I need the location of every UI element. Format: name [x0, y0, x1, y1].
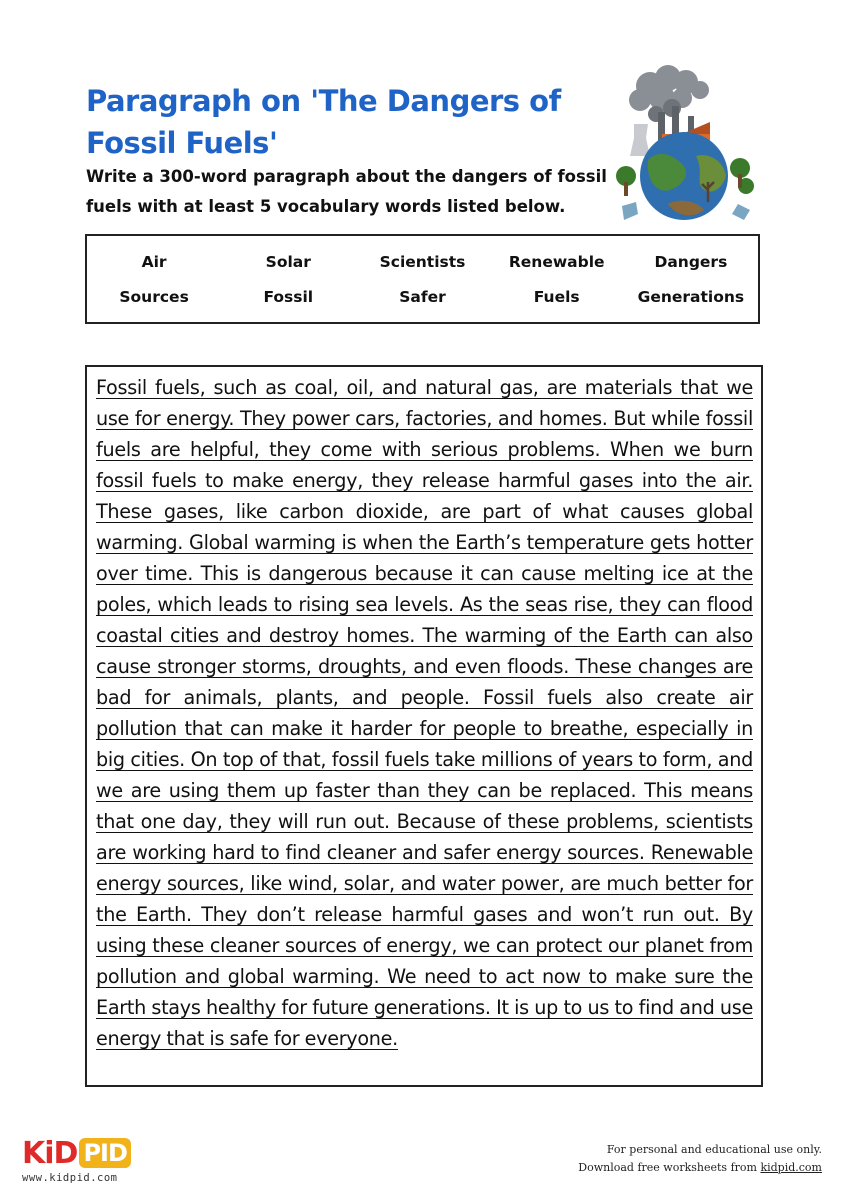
vocabulary-box: [85, 234, 760, 324]
footer-line-2: [578, 1159, 822, 1177]
page-title: Paragraph on 'The Dangers of Fossil Fuels': [86, 84, 561, 160]
vocab-word: Safer: [399, 287, 446, 306]
polluted-earth-icon: [612, 64, 758, 222]
vocab-word: Sources: [119, 287, 189, 306]
paragraph-text: Fossil fuels, such as coal, oil, and natural gas, are materials that we use for energy. They power cars, factories, and homes. But while fossil fuels are helpful, they come with serious problems. When we burn fossil fuels to make energy, they release harmful gases into the air. These gases, like carbon dioxide, are part of what causes global warming. Global warming is when the Earth’s temperature gets hotter over time. This is dangerous because it can cause melting ice at the poles, which leads to rising sea levels. As the seas rise, they can flood coastal cities and destroy homes. The warming of the Earth can also cause stronger storms, droughts, and even floods. These changes are bad for animals, plants, and people. Fossil fuels also create air pollution that can make it harder for people to breathe, especially in big cities. On top of that, fossil fuels take millions of years to form, and we are using them up faster than they can be replaced. This means that one day, they will run out. Because of these problems, scientists are working hard to find cleaner and safer energy sources. Renewable energy sources, like wind, solar, and water power, are much better for the Earth. They don’t release harmful gases and won’t run out. By using these cleaner sources of energy, we can protect our planet from pollution and global warming. We need to act now to make sure the Earth stays healthy for future generations. It is up to us to find and use energy that is safe for everyone.: [96, 376, 753, 1050]
vocab-word: Generations: [637, 287, 745, 306]
instructions: Write a 300-word paragraph about the dangers of fossil fuels with at least 5 vocabulary words listed below.: [86, 167, 607, 216]
logo-pid-text: PID: [79, 1138, 130, 1168]
logo-kid-text: KiD: [22, 1135, 78, 1171]
footer-link[interactable]: kidpid.com: [760, 1161, 822, 1174]
vocab-word: Air: [141, 252, 167, 271]
kidpid-logo: [22, 1136, 182, 1186]
footer-prefix: Download free worksheets from: [578, 1161, 761, 1174]
paragraph-box: [85, 365, 763, 1087]
vocab-word: Dangers: [654, 252, 728, 271]
vocab-word: Fossil: [263, 287, 314, 306]
vocab-word: Fuels: [533, 287, 580, 306]
logo-url: www.kidpid.com: [22, 1172, 118, 1184]
footer-note: [578, 1141, 822, 1177]
vocab-word: Renewable: [508, 252, 605, 271]
vocab-word: Scientists: [379, 252, 466, 271]
footer-line-1: For personal and educational use only.: [606, 1143, 822, 1156]
vocab-word: Solar: [265, 252, 311, 271]
